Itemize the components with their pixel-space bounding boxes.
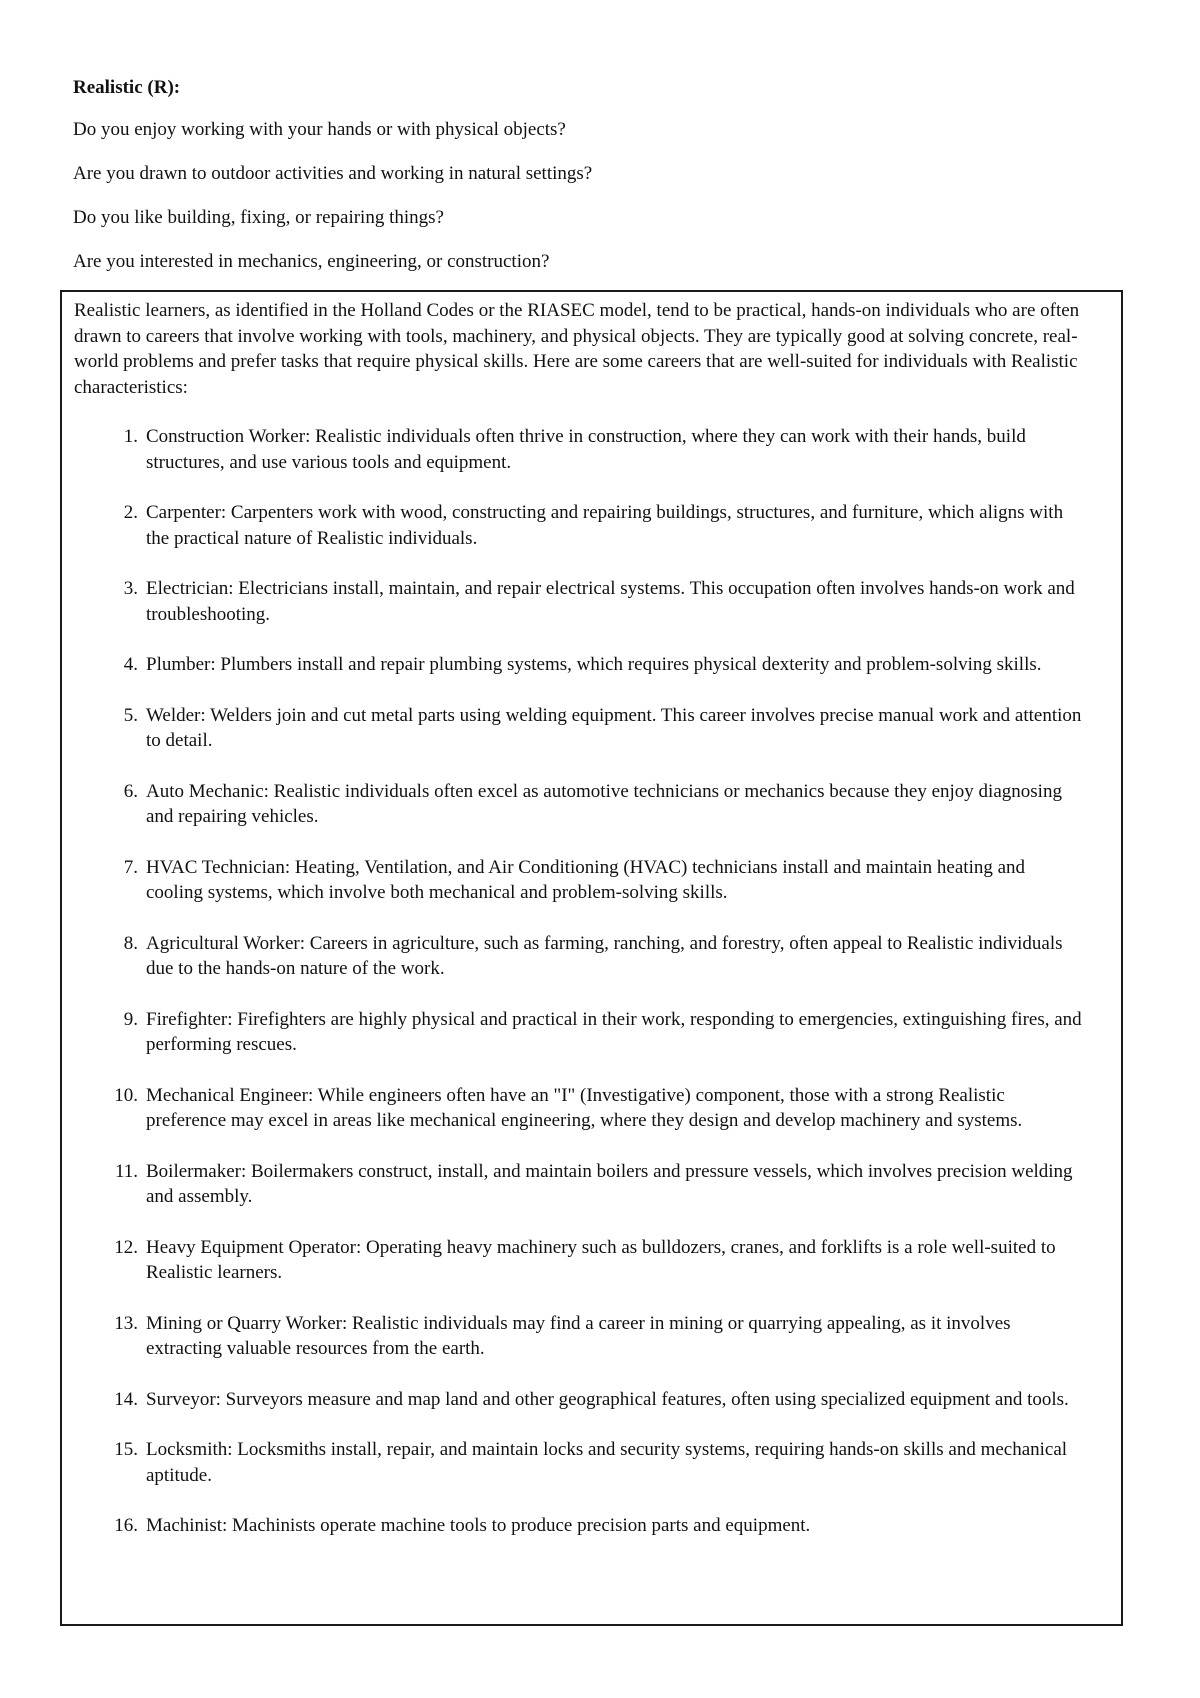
career-number: 6. xyxy=(123,780,138,802)
career-item xyxy=(62,1387,1086,1413)
career-item xyxy=(62,424,1086,475)
career-description: Heavy Equipment Operator: Operating heavy machinery such as bulldozers, cranes, and forklifts is a role well-suited to Realistic learners. xyxy=(146,1236,1056,1283)
career-number: 9. xyxy=(123,1008,138,1030)
career-description: Auto Mechanic: Realistic individuals often excel as automotive technicians or mechanics because they enjoy diagnosing and repairing vehicles. xyxy=(146,780,1062,827)
question-2: Are you drawn to outdoor activities and working in natural settings? xyxy=(73,163,593,184)
career-number: 13. xyxy=(114,1312,138,1334)
career-item xyxy=(62,1513,1086,1539)
career-number: 15. xyxy=(114,1439,138,1460)
career-description: Agricultural Worker: Careers in agriculture, such as farming, ranching, and forestry, often appeal to Realistic individuals due to the hands-on nature of the work. xyxy=(146,932,1063,979)
career-description: Locksmith: Locksmiths install, repair, and maintain locks and security systems, requiring hands-on skills and mechanical aptitude. xyxy=(146,1439,1068,1486)
career-number: 7. xyxy=(123,856,138,878)
career-description: Mining or Quarry Worker: Realistic individuals may find a career in mining or quarrying appealing, as it involves extracting valuable resources from the earth. xyxy=(146,1312,1011,1359)
career-description: Plumber: Plumbers install and repair plumbing systems, which requires physical dexterity and problem-solving skills. xyxy=(146,654,1042,675)
careers-text-box xyxy=(60,290,1123,1626)
career-description: Firefighter: Firefighters are highly physical and practical in their work, responding to emergencies, extinguishing fires, and performing rescues. xyxy=(146,1008,1082,1055)
career-number: 12. xyxy=(114,1236,138,1258)
career-item xyxy=(62,1159,1086,1210)
career-number: 14. xyxy=(114,1388,138,1410)
career-description: Welder: Welders join and cut metal parts using welding equipment. This career involves precise manual work and attention to detail. xyxy=(146,704,1082,751)
career-description: Mechanical Engineer: While engineers often have an "I" (Investigative) component, those with a strong Realistic preference may excel in areas like mechanical engineering, where they design and develop machinery and systems. xyxy=(146,1084,1023,1131)
question-1: Do you enjoy working with your hands or with physical objects? xyxy=(73,119,566,140)
career-number: 8. xyxy=(123,932,138,954)
career-item xyxy=(62,1437,1086,1488)
career-description: Machinist: Machinists operate machine tools to produce precision parts and equipment. xyxy=(146,1515,811,1536)
career-item xyxy=(62,1007,1086,1058)
career-description: Boilermaker: Boilermakers construct, install, and maintain boilers and pressure vessels, which involves precision welding and assembly. xyxy=(146,1160,1073,1207)
section-heading: Realistic (R): xyxy=(73,77,181,98)
career-number: 10. xyxy=(114,1084,138,1106)
career-item xyxy=(62,1083,1086,1134)
career-item xyxy=(62,703,1086,754)
career-number: 3. xyxy=(123,578,138,599)
career-number: 1. xyxy=(123,426,138,447)
career-number: 2. xyxy=(123,502,138,523)
careers-list xyxy=(62,424,1122,1564)
career-number: 11. xyxy=(114,1160,138,1182)
career-item xyxy=(62,576,1086,627)
career-description: HVAC Technician: Heating, Ventilation, and Air Conditioning (HVAC) technicians install and maintain heating and cooling systems, which involve both mechanical and problem-solving skills. xyxy=(146,856,1026,903)
career-number: 5. xyxy=(123,704,138,726)
career-description: Surveyor: Surveyors measure and map land and other geographical features, often using specialized equipment and tools. xyxy=(146,1388,1069,1410)
question-4: Are you interested in mechanics, engineering, or construction? xyxy=(73,251,550,272)
career-number: 4. xyxy=(123,654,138,675)
career-number: 16. xyxy=(114,1515,138,1536)
career-description: Carpenter: Carpenters work with wood, constructing and repairing buildings, structures, and furniture, which aligns with the practical nature of Realistic individuals. xyxy=(146,502,1064,549)
career-item xyxy=(62,652,1086,678)
career-item xyxy=(62,500,1086,551)
career-item xyxy=(62,779,1086,830)
question-3: Do you like building, fixing, or repairing things? xyxy=(73,207,444,228)
career-item xyxy=(62,931,1086,982)
career-item xyxy=(62,855,1086,906)
career-item xyxy=(62,1311,1086,1362)
career-description: Electrician: Electricians install, maintain, and repair electrical systems. This occupation often involves hands-on work and troubleshooting. xyxy=(146,578,1075,625)
career-item xyxy=(62,1235,1086,1286)
career-description: Construction Worker: Realistic individuals often thrive in construction, where they can work with their hands, build structures, and use various tools and equipment. xyxy=(146,426,1026,473)
intro-paragraph: Realistic learners, as identified in the Holland Codes or the RIASEC model, tend to be practical, hands-on individuals who are often drawn to careers that involve working with tools, machinery, and physical objects. They are typically good at solving concrete, real-world problems and prefer tasks that require physical skills. Here are some careers that are well-suited for individuals with Realistic characteristics: xyxy=(74,300,1080,398)
